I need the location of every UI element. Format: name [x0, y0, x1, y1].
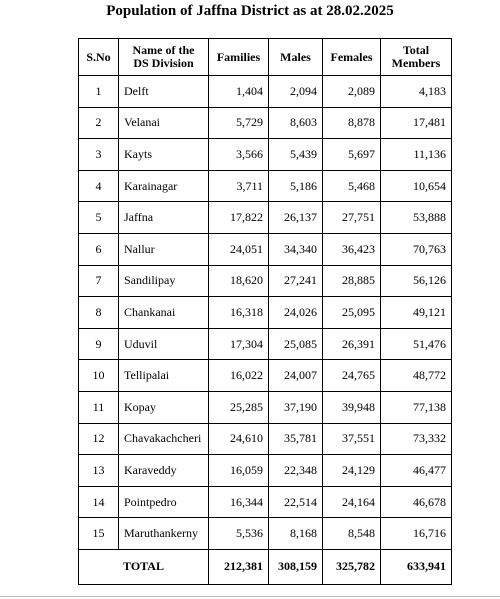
cell-ds-division: Kopay [119, 391, 209, 423]
cell-families: 16,022 [209, 360, 269, 392]
cell-ds-division: Chankanai [119, 297, 209, 329]
cell-ds-division: Velanai [119, 107, 209, 139]
cell-males: 26,137 [269, 202, 323, 234]
cell-sno: 6 [79, 233, 119, 265]
cell-families: 16,344 [209, 486, 269, 518]
cell-sno: 15 [79, 518, 119, 550]
cell-females: 24,164 [323, 486, 381, 518]
cell-total-members: 73,332 [381, 423, 452, 455]
total-label: TOTAL [79, 549, 209, 584]
cell-females: 39,948 [323, 391, 381, 423]
cell-males: 27,241 [269, 265, 323, 297]
table-row [79, 265, 452, 297]
cell-total-members: 77,138 [381, 391, 452, 423]
cell-total-members: 48,772 [381, 360, 452, 392]
cell-males: 5,439 [269, 139, 323, 171]
cell-sno: 3 [79, 139, 119, 171]
table-row [79, 360, 452, 392]
cell-ds-division: Jaffna [119, 202, 209, 234]
cell-females: 26,391 [323, 328, 381, 360]
cell-sno: 5 [79, 202, 119, 234]
cell-females: 25,095 [323, 297, 381, 329]
cell-sno: 11 [79, 391, 119, 423]
cell-total-members: 10,654 [381, 170, 452, 202]
cell-females: 2,089 [323, 76, 381, 108]
total-females: 325,782 [323, 549, 381, 584]
cell-sno: 2 [79, 107, 119, 139]
cell-males: 22,348 [269, 455, 323, 487]
cell-ds-division: Delft [119, 76, 209, 108]
cell-total-members: 17,481 [381, 107, 452, 139]
header-sno: S.No [79, 39, 119, 76]
cell-females: 28,885 [323, 265, 381, 297]
cell-females: 27,751 [323, 202, 381, 234]
cell-families: 17,304 [209, 328, 269, 360]
cell-ds-division: Maruthankerny [119, 518, 209, 550]
cell-families: 24,610 [209, 423, 269, 455]
total-row [79, 549, 452, 584]
population-table [78, 38, 452, 585]
cell-females: 36,423 [323, 233, 381, 265]
cell-females: 5,468 [323, 170, 381, 202]
header-families: Families [209, 39, 269, 76]
table-row [79, 518, 452, 550]
cell-families: 5,536 [209, 518, 269, 550]
cell-ds-division: Nallur [119, 233, 209, 265]
page-bottom-rule [0, 596, 500, 597]
cell-females: 24,129 [323, 455, 381, 487]
cell-families: 17,822 [209, 202, 269, 234]
table-row [79, 455, 452, 487]
cell-males: 25,085 [269, 328, 323, 360]
table-row [79, 139, 452, 171]
header-total-line2: Members [391, 56, 441, 70]
cell-males: 37,190 [269, 391, 323, 423]
table-row [79, 170, 452, 202]
cell-families: 3,711 [209, 170, 269, 202]
cell-females: 8,548 [323, 518, 381, 550]
cell-ds-division: Tellipalai [119, 360, 209, 392]
table-row [79, 328, 452, 360]
cell-males: 24,026 [269, 297, 323, 329]
cell-males: 22,514 [269, 486, 323, 518]
cell-total-members: 11,136 [381, 139, 452, 171]
cell-families: 18,620 [209, 265, 269, 297]
header-ds-division-line1: Name of the [132, 43, 195, 57]
page-title: Population of Jaffna District as at 28.02.2025 [106, 3, 394, 19]
cell-ds-division: Karainagar [119, 170, 209, 202]
cell-total-members: 46,477 [381, 455, 452, 487]
cell-families: 5,729 [209, 107, 269, 139]
cell-total-members: 46,678 [381, 486, 452, 518]
header-total-members [381, 39, 452, 76]
header-ds-division-line2: DS Division [133, 56, 194, 70]
cell-females: 5,697 [323, 139, 381, 171]
total-families: 212,381 [209, 549, 269, 584]
table-row [79, 423, 452, 455]
cell-total-members: 53,888 [381, 202, 452, 234]
cell-males: 8,603 [269, 107, 323, 139]
cell-sno: 14 [79, 486, 119, 518]
cell-males: 35,781 [269, 423, 323, 455]
cell-males: 24,007 [269, 360, 323, 392]
cell-sno: 4 [79, 170, 119, 202]
cell-ds-division: Chavakachcheri [119, 423, 209, 455]
cell-females: 37,551 [323, 423, 381, 455]
header-males: Males [269, 39, 323, 76]
header-total-line1: Total [402, 43, 430, 57]
cell-females: 8,878 [323, 107, 381, 139]
cell-total-members: 49,121 [381, 297, 452, 329]
cell-sno: 10 [79, 360, 119, 392]
table-row [79, 76, 452, 108]
cell-total-members: 4,183 [381, 76, 452, 108]
cell-ds-division: Karaveddy [119, 455, 209, 487]
cell-ds-division: Pointpedro [119, 486, 209, 518]
cell-total-members: 56,126 [381, 265, 452, 297]
cell-males: 5,186 [269, 170, 323, 202]
header-row [79, 39, 452, 76]
header-females: Females [323, 39, 381, 76]
cell-families: 16,318 [209, 297, 269, 329]
cell-sno: 1 [79, 76, 119, 108]
table-row [79, 233, 452, 265]
table-body [79, 76, 452, 585]
cell-females: 24,765 [323, 360, 381, 392]
cell-sno: 9 [79, 328, 119, 360]
cell-total-members: 16,716 [381, 518, 452, 550]
cell-total-members: 70,763 [381, 233, 452, 265]
header-ds-division [119, 39, 209, 76]
cell-sno: 8 [79, 297, 119, 329]
cell-males: 34,340 [269, 233, 323, 265]
cell-families: 1,404 [209, 76, 269, 108]
cell-total-members: 51,476 [381, 328, 452, 360]
cell-families: 3,566 [209, 139, 269, 171]
table-row [79, 202, 452, 234]
table-row [79, 486, 452, 518]
cell-families: 24,051 [209, 233, 269, 265]
cell-males: 8,168 [269, 518, 323, 550]
table-row [79, 391, 452, 423]
cell-ds-division: Kayts [119, 139, 209, 171]
cell-ds-division: Sandilipay [119, 265, 209, 297]
cell-sno: 12 [79, 423, 119, 455]
cell-families: 16,059 [209, 455, 269, 487]
cell-males: 2,094 [269, 76, 323, 108]
table-row [79, 107, 452, 139]
total-males: 308,159 [269, 549, 323, 584]
table-row [79, 297, 452, 329]
cell-families: 25,285 [209, 391, 269, 423]
cell-sno: 13 [79, 455, 119, 487]
cell-sno: 7 [79, 265, 119, 297]
total-members: 633,941 [381, 549, 452, 584]
cell-ds-division: Uduvil [119, 328, 209, 360]
